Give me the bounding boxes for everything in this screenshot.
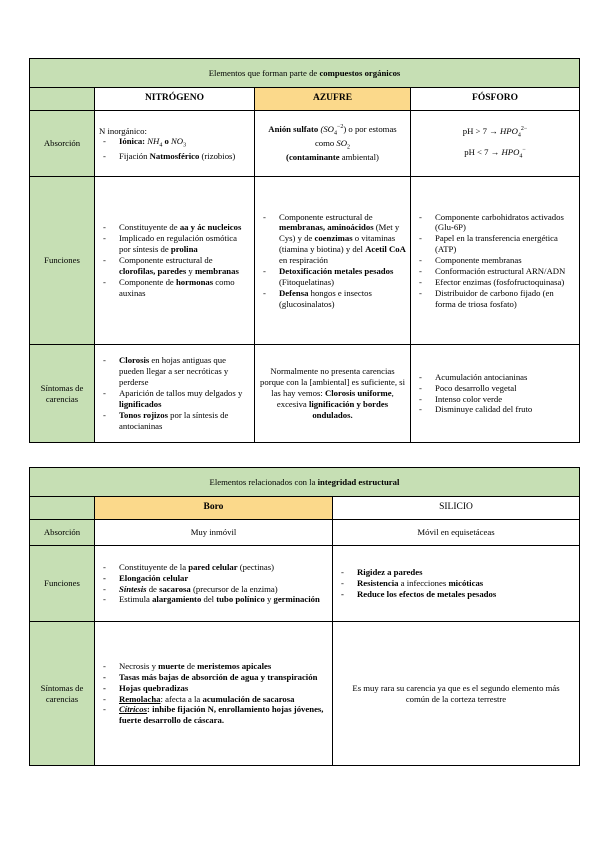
b-sin-1d: meristemos apicales — [197, 660, 272, 671]
t2-row-label-absorcion: Absorción — [30, 520, 95, 546]
so2-sub: 2 — [347, 144, 351, 151]
b-fun-4 — [99, 594, 328, 605]
s-fun-1 — [259, 212, 406, 266]
n-fij-suffix: (rizobios) — [201, 150, 236, 161]
organic-compounds-table — [29, 58, 580, 443]
n-fun-1 — [99, 222, 250, 233]
no3-sub: 3 — [183, 143, 187, 150]
so4: (SO — [320, 123, 334, 134]
b-sin-3: - Hojas quebradizas — [99, 683, 328, 694]
p-fun-item: - Componente carbohidratos activados (Glu-6P) — [415, 212, 575, 234]
so2: SO — [336, 138, 348, 149]
silicio-funciones — [333, 546, 580, 622]
si-fun-2c: micóticas — [448, 578, 484, 589]
table1-title-prefix: Elementos que forman parte de — [208, 67, 320, 78]
fosforo-funciones — [411, 177, 580, 345]
si-fun-1a: Rigidez a paredes — [357, 567, 423, 578]
so4-close: ) — [343, 123, 347, 134]
n-abs-ionica — [99, 136, 250, 150]
n-fun-1b: aa y ác nucleicos — [179, 222, 242, 233]
n-fij-prefix: Fijación — [119, 150, 150, 161]
n-abs-fijacion — [99, 151, 250, 162]
n-sin-3b: por la síntesis de antocianinas — [119, 409, 229, 431]
si-fun-1 — [337, 567, 575, 578]
n-fun-2b: prolina — [170, 244, 198, 255]
b-fun-4e: y — [264, 594, 274, 605]
n-sin-3a: Tonos rojizos — [119, 409, 168, 420]
n-fun-3d: membranas — [194, 265, 239, 276]
s-fun-1a: Componente estructural de — [279, 211, 373, 222]
header-azufre: AZUFRE — [255, 88, 411, 111]
p-fun-item: - Componente membranas — [415, 255, 575, 266]
row-label-absorcion: Absorción — [30, 111, 95, 177]
header-nitrogeno: NITRÓGENO — [95, 88, 255, 111]
b-sin-5a: Cítricos — [119, 704, 147, 715]
silicio-absorcion: Móvil en equisetáceas — [333, 520, 580, 546]
s-fun-1f: Acetil CoA — [365, 244, 406, 255]
row-label-sintomas: Síntomas de carencias — [30, 345, 95, 443]
table1-title-bold: compuestos orgánicos — [319, 67, 401, 78]
b-fun-3c: sacarosa — [159, 583, 191, 594]
b-sin-1c: de — [184, 660, 198, 671]
n-fun-3 — [99, 255, 250, 277]
b-fun-1b: pared celular — [188, 561, 238, 572]
b-fun-3b: de — [146, 583, 160, 594]
header-fosforo: FÓSFORO — [411, 88, 580, 111]
p-abs-line1 — [415, 126, 575, 140]
s-abs-mid: o por estomas como — [314, 123, 397, 149]
n-fun-2a: Implicado en regulación osmótica por síntesis de — [119, 233, 237, 255]
b-fun-4a: Estimula — [119, 594, 153, 605]
azufre-absorcion — [255, 111, 411, 177]
p-fun-item: - Conformación estructural ARN/ADN — [415, 266, 575, 277]
b-sin-2: - Tasas más bajas de absorción de agua y transpiración — [99, 672, 328, 683]
b-fun-4d: tubo polínico — [216, 594, 265, 605]
p-sin-item: - Intenso color verde — [415, 394, 575, 405]
p-sin-item: - Disminuye calidad del fruto — [415, 404, 575, 415]
azufre-sintomas — [255, 345, 411, 443]
p-sin-item: - Poco desarrollo vegetal — [415, 383, 575, 394]
b-sin-4c: acumulación de sacarosa — [202, 693, 295, 704]
header-silicio: SILICIO — [333, 497, 580, 520]
b-sin-1b: muerte — [158, 660, 185, 671]
so4-sup: −2 — [336, 123, 344, 130]
p2-sub: 4 — [519, 153, 523, 160]
s-sin-b: Clorosis uniforme — [324, 388, 392, 399]
b-sin-1a: Necrosis y — [119, 660, 159, 671]
boro-funciones — [95, 546, 333, 622]
p-abs-line2 — [415, 147, 575, 161]
b-fun-3 — [99, 584, 328, 595]
nh4: NH — [147, 136, 160, 147]
s-fun-2b: (Fitoquelatinas) — [279, 276, 335, 287]
n-fun-1a: Constituyente de — [119, 222, 180, 233]
n-sin-1 — [99, 355, 250, 388]
s-cont-rest: ambiental) — [341, 152, 379, 163]
n-sin-1a: Clorosis — [119, 355, 150, 366]
p1-sub: 4 — [517, 133, 521, 139]
si-fun-3: - Reduce los efectos de metales pesados — [337, 589, 575, 600]
table2-title — [30, 468, 580, 497]
p-fun-item: - Papel en la transferencia energética (ATP) — [415, 233, 575, 255]
nitrogeno-absorcion — [95, 111, 255, 177]
p-fun-item: - Efector enzimas (fosfofructoquinasa) — [415, 277, 575, 288]
si-fun-2b: a infecciones — [398, 578, 449, 589]
s-fun-3b: hongos e insectos (glucosinalatos) — [279, 287, 372, 309]
n-sin-2b: lignificados — [119, 398, 162, 409]
b-fun-1 — [99, 562, 328, 573]
s-fun-2 — [259, 266, 406, 288]
t2-row-label-funciones: Funciones — [30, 546, 95, 622]
b-fun-1a: Constituyente de la — [119, 561, 189, 572]
table2-title-prefix: Elementos relacionados con la — [209, 476, 318, 487]
n-sin-2a: Aparición de tallos muy delgados y — [119, 388, 243, 399]
p1-sup: 2− — [520, 126, 528, 133]
s-fun-1d: coenzimas — [314, 233, 353, 244]
table2-corner — [30, 497, 95, 520]
n-fun-3b: clorofilas, paredes — [119, 265, 187, 276]
nh4-sub: 4 — [159, 143, 163, 150]
n-or: o — [164, 136, 169, 147]
n-fun-4a: Componente de — [119, 276, 176, 287]
table2-title-bold: integridad estructural — [317, 476, 400, 487]
s-fun-3 — [259, 288, 406, 310]
b-sin-4a: Remolacha — [119, 693, 161, 704]
b-fun-4f: germinación — [273, 594, 320, 605]
n-sin-3 — [99, 410, 250, 432]
p1-formula: HPO — [500, 126, 518, 137]
s-fun-1g: en respiración — [279, 255, 328, 266]
p2-formula: HPO — [501, 146, 520, 157]
s-fun-1c: (Met y Cys) y de — [279, 222, 400, 244]
b-sin-5b: : inhibe fijación N, enrollamiento hojas jóvenes, fuerte desarrollo de cáscara. — [119, 704, 324, 726]
nitrogeno-sintomas — [95, 345, 255, 443]
s-fun-1b: membranas, aminoácidos — [279, 222, 374, 233]
b-fun-3a: Síntesis — [119, 583, 147, 594]
b-fun-3d: (precursor de la enzima) — [190, 583, 278, 594]
b-sin-5 — [99, 704, 328, 726]
n-fun-2 — [99, 233, 250, 255]
b-fun-4c: del — [201, 594, 217, 605]
b-fun-1c: (pectinas) — [237, 561, 274, 572]
s-sin-a: Normalmente no presenta carencias porque con la [ambiental] es suficiente, si las hay vemos: — [260, 366, 405, 399]
s-abs-bold: Anión sulfato — [268, 123, 319, 134]
n-fun-3a: Componente estructural de — [119, 255, 213, 266]
n-ionica-label: Iónica: — [119, 136, 146, 147]
p-fun-item: - Distribuidor de carbono fijado (en forma de triosa fosfato) — [415, 288, 575, 310]
b-sin-4 — [99, 694, 328, 705]
b-fun-2: - Elongación celular — [99, 573, 328, 584]
n-fun-4b: hormonas — [175, 276, 214, 287]
structural-integrity-table — [29, 467, 580, 766]
s-fun-2a: Detoxificación metales pesados — [279, 265, 394, 276]
table1-title — [30, 59, 580, 88]
t2-row-label-sintomas: Síntomas de carencias — [30, 622, 95, 766]
n-sin-1b: en hojas antiguas que pueden llegar a ser necróticas y perderse — [119, 355, 229, 388]
si-fun-2a: Resistencia — [357, 578, 399, 589]
s-fun-1e: o vitaminas (tiamina y biotina) y del — [279, 233, 396, 255]
n-sin-2 — [99, 388, 250, 410]
s-fun-3a: Defensa — [279, 287, 309, 298]
azufre-funciones — [255, 177, 411, 345]
b-sin-4b: : afecta a la — [160, 693, 203, 704]
p2-prefix: pH < 7 → — [464, 146, 500, 157]
fosforo-absorcion — [411, 111, 580, 177]
fosforo-sintomas — [411, 345, 580, 443]
p1-prefix: pH > 7 → — [462, 126, 498, 137]
row-label-funciones: Funciones — [30, 177, 95, 345]
s-sin-d: lignificación y bordes ondulados. — [308, 398, 389, 420]
p2-sup: − — [522, 146, 526, 153]
s-cont-bold: (contaminante — [286, 152, 340, 163]
n-abs-intro: N inorgánico: — [99, 125, 147, 136]
n-fij-bold: Natmosférico — [149, 150, 200, 161]
n-fun-4 — [99, 277, 250, 299]
boro-sintomas — [95, 622, 333, 766]
n-fun-3c: y — [186, 265, 195, 276]
boro-absorcion: Muy inmóvil — [95, 520, 333, 546]
silicio-sintomas: Es muy rara su carencia ya que es el segundo elemento más común de la corteza terrestre — [333, 622, 580, 766]
header-boro: Boro — [95, 497, 333, 520]
table1-corner — [30, 88, 95, 111]
so4-sub: 4 — [333, 130, 337, 137]
b-sin-1 — [99, 661, 328, 672]
si-fun-2 — [337, 578, 575, 589]
no3: NO — [171, 136, 184, 147]
nitrogeno-funciones — [95, 177, 255, 345]
s-sin-c: , excesiva — [276, 388, 394, 409]
n-fun-4c: como auxinas — [119, 276, 235, 298]
p-sin-item: - Acumulación antocianinas — [415, 372, 575, 383]
b-fun-4b: alargamiento — [152, 594, 202, 605]
